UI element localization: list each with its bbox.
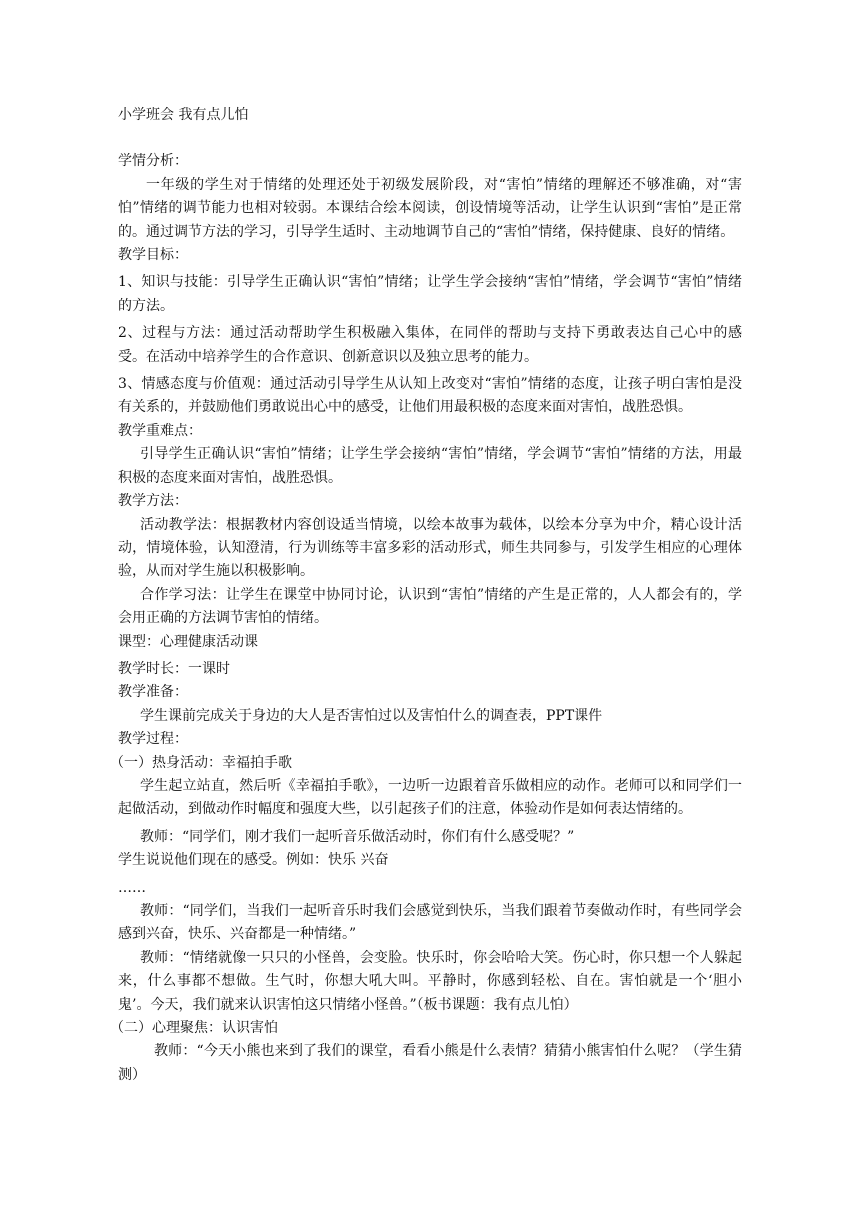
heading-teaching-methods: 教学方法：: [118, 493, 188, 510]
ellipsis-line: ……: [118, 879, 146, 896]
lesson-duration: 教学时长：一课时: [118, 660, 230, 677]
teacher-summary: 教师：“同学们，当我们一起听音乐时我们会感觉到快乐，当我们跟着节奏做动作时，有些同学会感到兴奋，快乐、兴奋都是一种情绪。”: [118, 903, 742, 943]
heading-teaching-goals: 教学目标：: [118, 247, 188, 264]
paragraph-learning-analysis: 一年级的学生对于情绪的处理还处于初级发展阶段，对“害怕”情绪的理解还不够准确，对“害怕”情绪的调节能力也相对较弱。本课结合绘本阅读，创设情境等活动，让学生认识到“害怕”是正常的。通过调节方法的学习，引导学生适时、主动地调节自己的“害怕”情绪，保持健康、良好的情绪。: [118, 176, 742, 240]
document-body: [110, 104, 742, 1087]
paragraph-warmup-activity: 学生起立站直，然后听《幸福拍手歌》，一边听一边跟着音乐做相应的动作。老师可以和同学们一起做活动，到做动作时幅度和强度大些，以引起孩子们的注意，体验动作是如何表达情绪的。: [118, 777, 742, 818]
lesson-type: 课型：心理健康活动课: [118, 633, 258, 650]
paragraph-key-points: 引导学生正确认识“害怕”情绪；让学生学会接纳“害怕”情绪，学会调节“害怕”情绪的方法，用最积极的态度来面对害怕，战胜恐惧。: [118, 446, 742, 486]
teacher-emotions-intro: 教师：“情绪就像一只只的小怪兽，会变脸。快乐时，你会哈哈大笑。伤心时，你只想一个人躲起来，什么事都不想做。生气时，你想大吼大叫。平静时，你感到轻松、自在。害怕就是一个‘胆小鬼’。今天，我们就来认识害怕这只情绪小怪兽。”（板书课题：我有点儿怕）: [118, 949, 742, 1013]
heading-teaching-process: 教学过程：: [118, 731, 188, 748]
goal-item-2: 2、过程与方法：通过活动帮助学生积极融入集体，在同伴的帮助与支持下勇敢表达自己心中的感受。在活动中培养学生的合作意识、创新意识以及独立思考的能力。: [118, 325, 742, 365]
section-focus-heading: （二）心理聚焦：认识害怕: [110, 1020, 278, 1037]
section-warmup-heading: （一）热身活动：幸福拍手歌: [110, 754, 292, 771]
paragraph-preparation: 学生课前完成关于身边的大人是否害怕过以及害怕什么的调查表，PPT课件: [140, 707, 603, 724]
heading-preparation: 教学准备：: [118, 684, 188, 701]
heading-key-points: 教学重难点：: [118, 422, 202, 439]
goal-item-3: 3、情感态度与价值观：通过活动引导学生从认知上改变对“害怕”情绪的态度，让孩子明白害怕是没有关系的，并鼓励他们勇敢说出心中的感受，让他们用最积极的态度来面对害怕，战胜恐惧。: [118, 376, 742, 416]
paragraph-activity-method: 活动教学法：根据教材内容创设适当情境，以绘本故事为载体，以绘本分享为中介，精心设计活动，情境体验，认知澄清，行为训练等丰富多彩的活动形式，师生共同参与，引发学生相应的心理体验，从而对学生施以积极影响。: [118, 516, 742, 580]
paragraph-cooperative-method: 合作学习法：让学生在课堂中协同讨论，认识到“害怕”情绪的产生是正常的，人人都会有的，学会用正确的方法调节害怕的情绪。: [118, 586, 742, 627]
teacher-bear-question: 教师：“今天小熊也来到了我们的课堂，看看小熊是什么表情？猜猜小熊害怕什么呢？（学生猜测）: [118, 1043, 742, 1083]
goal-item-1: 1、知识与技能：引导学生正确认识“害怕”情绪；让学生学会接纳“害怕”情绪，学会调节“害怕”情绪的方法。: [118, 274, 742, 314]
teacher-question: 教师：“同学们，刚才我们一起听音乐做活动时，你们有什么感受呢？”: [140, 828, 575, 845]
heading-learning-analysis: 学情分析：: [118, 153, 188, 170]
document-title: 小学班会 我有点儿怕: [118, 107, 249, 123]
student-response: 学生说说他们现在的感受。例如：快乐 兴奋: [118, 852, 389, 869]
